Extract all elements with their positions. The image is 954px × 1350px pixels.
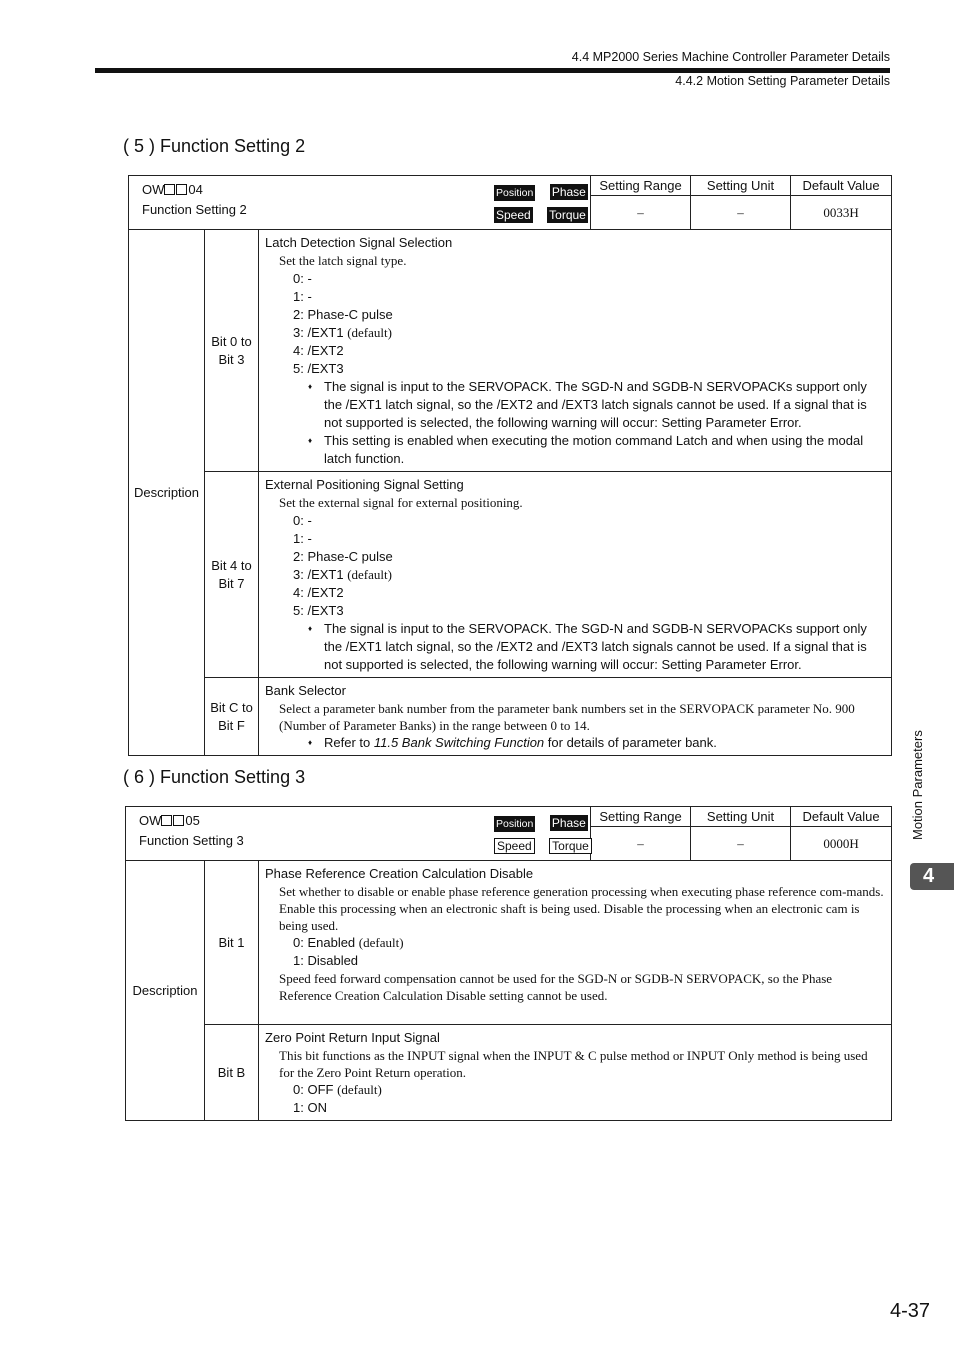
badge-phase: Phase [551, 185, 586, 199]
bit-text: This bit functions as the INPUT signal when the INPUT & C pulse method or INPUT Only method is being used for the Zero Point Return operation. [279, 1048, 868, 1080]
bit-range-label: Bit 0 to Bit 3 [205, 230, 259, 472]
header-rule-thin [95, 72, 890, 73]
page-number: 4-37 [889, 1300, 930, 1322]
chapter-tab: 4 [910, 863, 954, 890]
badge-torque: Torque [549, 838, 592, 854]
bit-text: Set whether to disable or enable phase reference generation processing when executing phase reference com-mands. [279, 884, 884, 899]
parameter-table-function-setting-3 [125, 806, 892, 1121]
col-setting-unit: Setting Unit [691, 807, 791, 827]
control-mode-badges [494, 183, 588, 228]
option-0: 0: Enabled (default) [293, 935, 404, 950]
option-4: 4: /EXT2 [293, 585, 344, 600]
bit-description [259, 472, 892, 678]
option-5: 5: /EXT3 [293, 603, 344, 618]
option-0: 0: - [293, 513, 312, 528]
note-bullet: ♦ The signal is input to the SERVOPACK. The SGD-N and SGDB-N SERVOPACKs support only the /EXT1 latch signal, so the /EXT2 and /EXT3 latch signals cannot be used. If a signal that is not supported is selected, the following warning will occur: Setting Parameter Error. [265, 378, 885, 432]
description-label: Description [126, 861, 205, 1121]
value-setting-range: – [591, 827, 691, 861]
description-label: Description [129, 230, 205, 756]
side-tab-label: Motion Parameters [910, 730, 925, 840]
section-title-function-setting-3: ( 6 ) Function Setting 3 [123, 767, 306, 787]
bit-text: Set the latch signal type. [279, 253, 407, 268]
value-setting-unit: – [691, 827, 791, 861]
option-2: 2: Phase-C pulse [293, 307, 393, 322]
note-bullet: ♦ Refer to 11.5 Bank Switching Function for details of parameter bank. [265, 734, 885, 752]
note-bullet: ♦ This setting is enabled when executing the motion command Latch and when using the modal latch function. [265, 432, 885, 468]
register-header [129, 176, 591, 230]
bit-text: Enable this processing when an electronic shaft is being used. Disable the processing when an electronic cam is being used. [279, 901, 860, 933]
option-0: 0: - [293, 271, 312, 286]
option-3: 3: /EXT1 (default) [293, 325, 392, 340]
bit-description [259, 861, 892, 1025]
register-name: Function Setting 3 [139, 833, 244, 848]
badge-position: Position [496, 187, 534, 199]
bit-range-label: Bit C to Bit F [205, 678, 259, 756]
register-header [126, 807, 591, 861]
col-default-value: Default Value [791, 176, 892, 196]
bit-title: External Positioning Signal Setting [265, 477, 464, 492]
col-default-value: Default Value [791, 807, 892, 827]
option-5: 5: /EXT3 [293, 361, 344, 376]
option-0: 0: OFF (default) [293, 1082, 382, 1097]
bit-title: Zero Point Return Input Signal [265, 1030, 440, 1045]
badge-position: Position [496, 818, 534, 830]
running-header-subsection: 4.4.2 Motion Setting Parameter Details [675, 74, 890, 88]
control-mode-badges [494, 814, 592, 859]
bit-title: Phase Reference Creation Calculation Disable [265, 866, 534, 881]
option-1: 1: - [293, 531, 312, 546]
running-header-section: 4.4 MP2000 Series Machine Controller Parameter Details [571, 50, 890, 64]
bit-range-label: Bit 4 to Bit 7 [205, 472, 259, 678]
value-default: 0033H [791, 196, 892, 230]
col-setting-range: Setting Range [591, 807, 691, 827]
badge-torque: Torque [549, 208, 586, 222]
bit-text: Select a parameter bank number from the parameter bank numbers set in the SERVOPACK parameter No. 900 (Number of Parameter Banks) in the range between 0 to 14. [279, 701, 855, 733]
badge-speed: Speed [496, 208, 531, 222]
parameter-table-function-setting-2 [128, 175, 892, 756]
bit-text: Set the external signal for external positioning. [279, 495, 523, 510]
bit-description [259, 1025, 892, 1121]
bit-text: Speed feed forward compensation cannot be used for the SGD-N or SGDB-N SERVOPACK, so the Phase Reference Creation Calculation Disable setting cannot be used. [279, 971, 833, 1003]
bit-label: Bit 1 [205, 861, 259, 1025]
badge-phase: Phase [551, 816, 586, 830]
option-2: 2: Phase-C pulse [293, 549, 393, 564]
register-number: OW 05 [139, 813, 200, 828]
section-title-function-setting-2: ( 5 ) Function Setting 2 [123, 136, 306, 156]
note-bullet: ♦ The signal is input to the SERVOPACK. The SGD-N and SGDB-N SERVOPACKs support only the /EXT1 latch signal, so the /EXT2 and /EXT3 latch signals cannot be used. If a signal that is not supported is selected, the following warning will occur: Setting Parameter Error. [265, 620, 885, 674]
bit-title: Latch Detection Signal Selection [265, 235, 453, 250]
bit-description [259, 230, 892, 472]
value-default: 0000H [791, 827, 892, 861]
register-name: Function Setting 2 [142, 202, 247, 217]
badge-speed: Speed [494, 838, 535, 854]
col-setting-range: Setting Range [591, 176, 691, 196]
option-1: 1: ON [293, 1100, 327, 1115]
register-number: OW 04 [142, 182, 203, 197]
option-3: 3: /EXT1 (default) [293, 567, 392, 582]
value-setting-range: – [591, 196, 691, 230]
bit-label: Bit B [205, 1025, 259, 1121]
bit-title: Bank Selector [265, 683, 346, 698]
col-setting-unit: Setting Unit [691, 176, 791, 196]
value-setting-unit: – [691, 196, 791, 230]
option-1: 1: Disabled [293, 953, 359, 968]
bit-description [259, 678, 892, 756]
option-1: 1: - [293, 289, 312, 304]
option-4: 4: /EXT2 [293, 343, 344, 358]
